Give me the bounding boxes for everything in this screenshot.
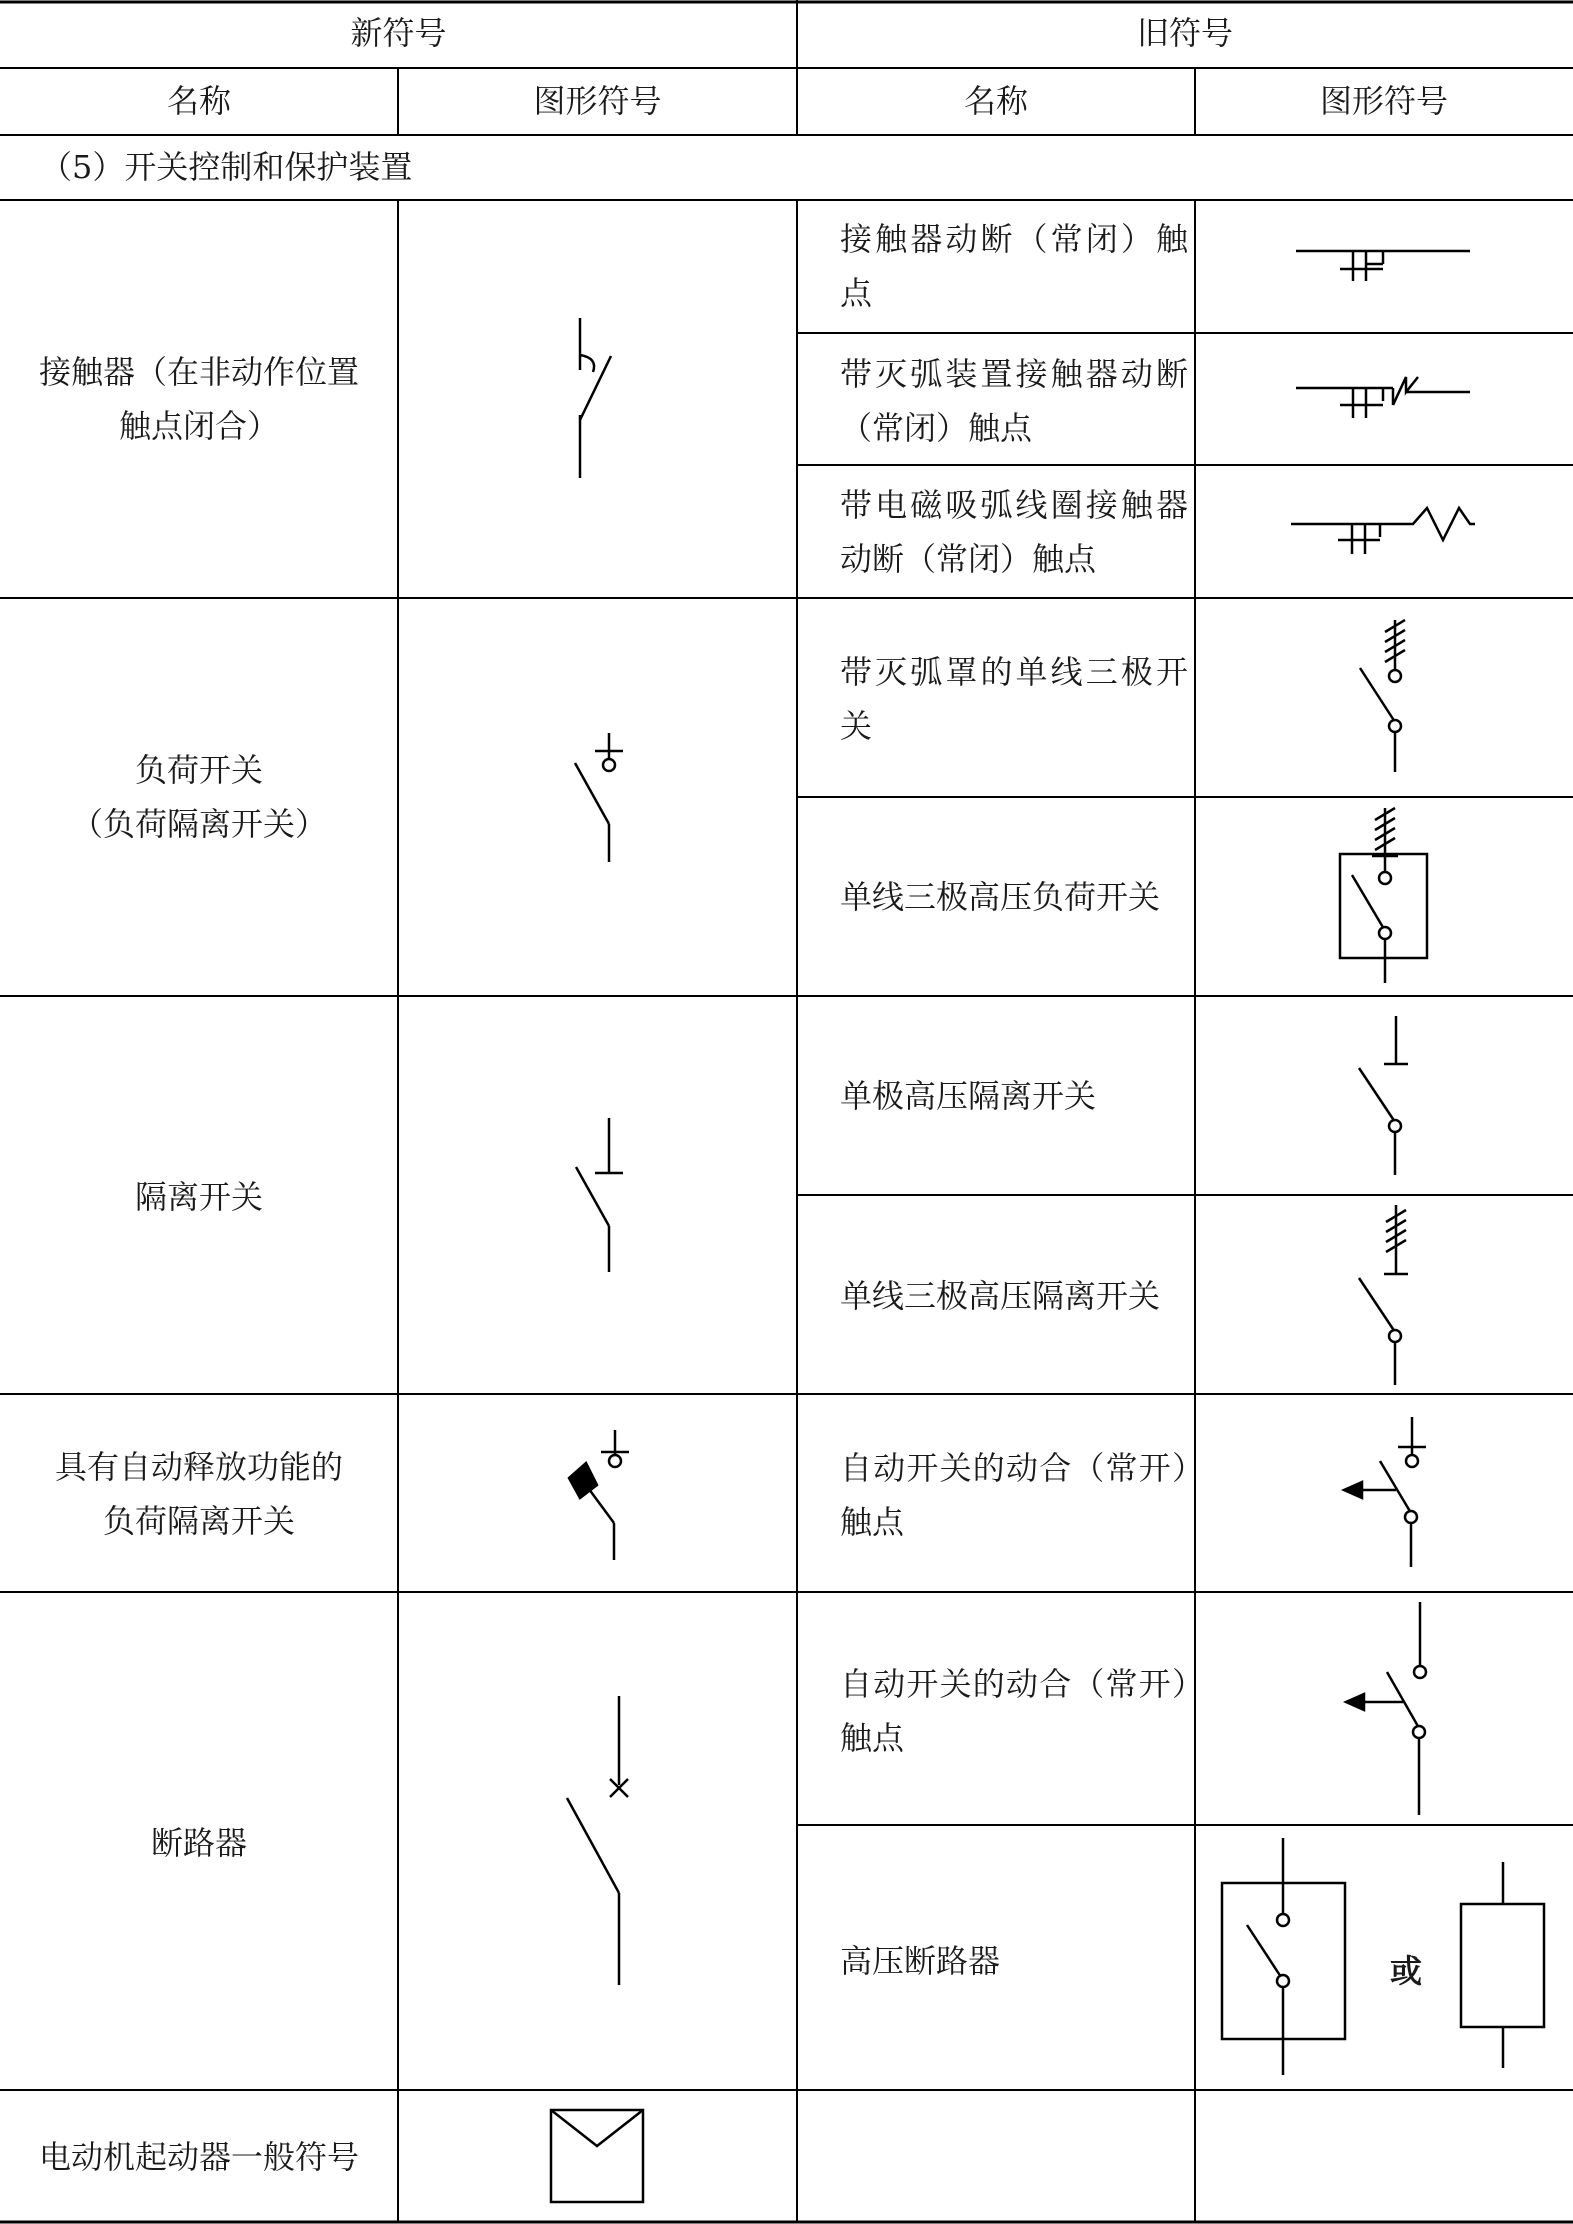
new-name-disconnector: 隔离开关 (134, 1178, 263, 1216)
old-magnetic-blowout-contact-icon (1291, 508, 1475, 554)
old-name-7: 单线三极高压隔离开关 (840, 1277, 1161, 1315)
old-name-1: 接触器动断（常闭）触点 (840, 220, 1188, 312)
new-name-circuit-breaker: 断路器 (150, 1824, 247, 1862)
header-new-graphic: 图形符号 (533, 82, 662, 120)
header-old-graphic: 图形符号 (1319, 82, 1448, 120)
header-old-symbol: 旧符号 (1136, 14, 1233, 52)
header-new-name: 名称 (166, 82, 231, 120)
header-new-symbol: 新符号 (350, 14, 447, 52)
new-name-motor-starter: 电动机起动器一般符号 (38, 2138, 359, 2176)
old-name-9: 自动开关的动合（常开）触点 (840, 1665, 1188, 1757)
old-arc-chute-switch-icon (1360, 620, 1405, 772)
old-name-5: 单线三极高压负荷开关 (840, 878, 1161, 916)
old-name-6: 单极高压隔离开关 (840, 1077, 1097, 1115)
old-hv-breaker-icon (1222, 1838, 1544, 2075)
old-three-pole-disconnector-icon (1359, 1205, 1408, 1385)
old-name-4: 带灭弧罩的单线三极开关 (840, 653, 1188, 745)
old-name-10: 高压断路器 (840, 1942, 1001, 1980)
header-old-name: 名称 (963, 82, 1028, 120)
load-switch-icon (575, 733, 623, 862)
old-arc-quench-contact-icon (1296, 377, 1470, 418)
old-contactor-nc-contact-icon (1296, 251, 1470, 281)
old-name-3: 带电磁吸弧线圈接触器动断（常闭）触点 (840, 486, 1188, 578)
motor-starter-icon (551, 2110, 643, 2202)
old-name-2: 带灭弧装置接触器动断（常闭）触点 (840, 355, 1188, 447)
old-auto-switch-no-contact-icon (1344, 1417, 1426, 1567)
new-name-load-switch: 负荷开关 （负荷隔离开关） (70, 751, 327, 843)
old-single-pole-disconnector-icon (1359, 1016, 1408, 1175)
old-auto-switch-no-contact-2-icon (1346, 1602, 1426, 1815)
disconnector-icon (576, 1118, 623, 1272)
new-name-auto-release-load-switch: 具有自动释放功能的 负荷隔离开关 (54, 1448, 343, 1540)
old-name-8: 自动开关的动合（常开）触点 (840, 1449, 1188, 1541)
circuit-breaker-icon (567, 1696, 628, 1985)
section-title: （5）开关控制和保护装置 (40, 148, 413, 186)
contactor-break-contact-icon (580, 318, 611, 478)
or-label: 或 (1390, 1952, 1423, 1990)
old-hv-load-switch-icon (1340, 808, 1427, 983)
new-name-contactor: 接触器（在非动作位置 触点闭合） (38, 353, 359, 445)
auto-release-load-switch-icon (569, 1430, 629, 1560)
